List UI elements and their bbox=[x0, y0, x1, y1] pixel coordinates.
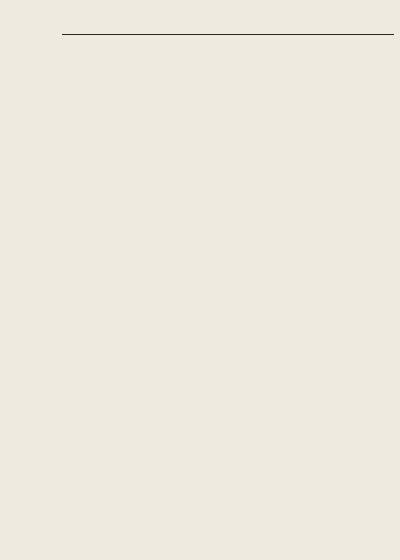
text-line bbox=[8, 254, 390, 276]
text-line bbox=[8, 158, 390, 180]
text-line bbox=[8, 38, 390, 60]
text-line bbox=[8, 110, 390, 132]
text-line bbox=[8, 494, 390, 516]
text-line bbox=[8, 134, 390, 156]
heading-rule bbox=[62, 34, 394, 35]
text-line bbox=[8, 86, 390, 108]
text-line bbox=[8, 518, 390, 540]
text-line bbox=[8, 302, 390, 324]
text-line bbox=[8, 374, 390, 396]
text-line bbox=[8, 350, 390, 372]
manuscript-heading bbox=[70, 8, 330, 30]
text-line bbox=[8, 470, 390, 492]
text-line bbox=[8, 398, 390, 420]
text-line bbox=[8, 206, 390, 228]
text-line bbox=[8, 278, 390, 300]
text-line bbox=[8, 446, 390, 468]
text-line bbox=[8, 326, 390, 348]
text-line bbox=[8, 422, 390, 444]
text-line bbox=[8, 62, 390, 84]
text-line bbox=[8, 182, 390, 204]
text-line bbox=[8, 230, 390, 252]
